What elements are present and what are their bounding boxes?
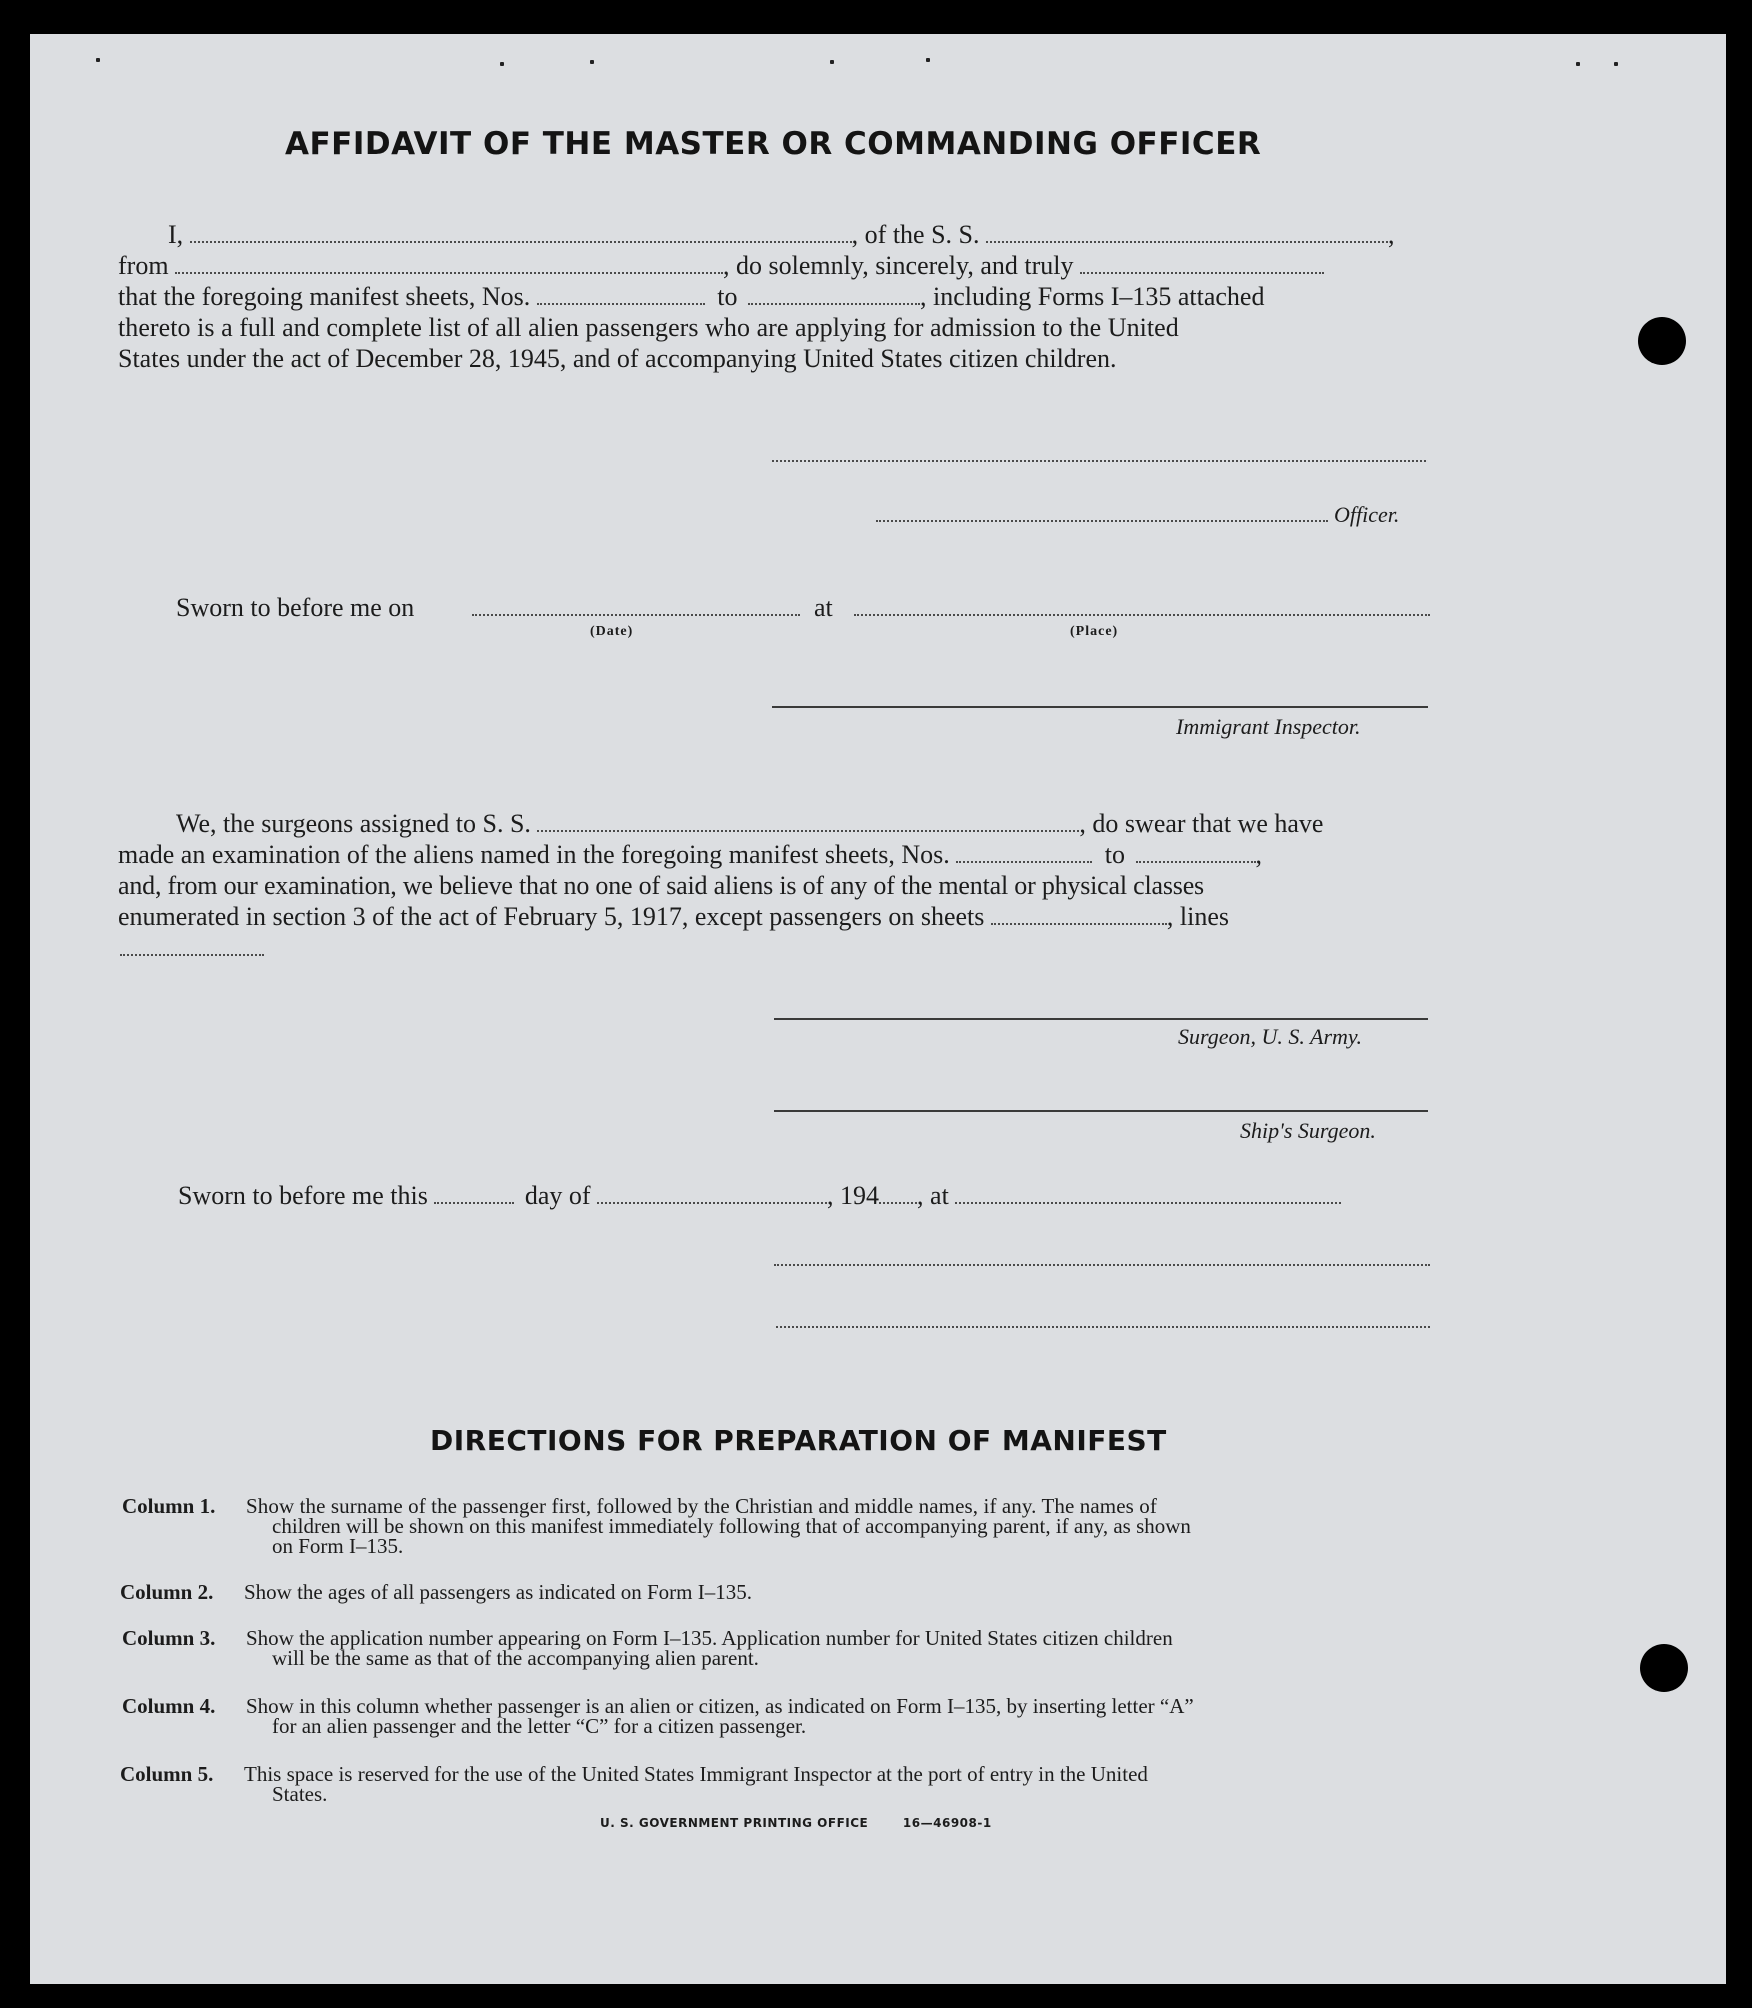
direction-column-5	[120, 1764, 1148, 1804]
direction-text: Show the ages of all passengers as indicated on Form I–135.	[244, 1580, 752, 1604]
scan-speck	[590, 60, 594, 64]
ship-name-field[interactable]	[986, 221, 1388, 243]
sworn-signature-line-2[interactable]	[776, 1326, 1430, 1328]
ship-surgeon-label: Ship's Surgeon.	[1240, 1118, 1376, 1143]
sworn-place-field[interactable]	[854, 614, 1430, 616]
master-line-4: thereto is a full and complete list of all alien passengers who are applying for admission to the United	[118, 313, 1179, 342]
direction-label: Column 1.	[122, 1494, 216, 1518]
exam-sheet-to-field[interactable]	[1136, 841, 1256, 863]
sworn-at: at	[814, 593, 833, 622]
surgeons-ship-field[interactable]	[537, 810, 1079, 832]
scan-speck	[500, 62, 504, 66]
sheet-from-field[interactable]	[537, 283, 705, 305]
scan-speck	[1614, 62, 1618, 66]
direction-column-2	[120, 1582, 752, 1602]
surgeons-text: , do swear that we have	[1079, 809, 1324, 838]
form-sheet	[30, 34, 1726, 1984]
sworn2-text: day of	[524, 1181, 591, 1210]
printing-office-footer	[600, 1816, 992, 1830]
sworn-date-field[interactable]	[472, 614, 800, 616]
punch-hole-bottom	[1640, 1644, 1688, 1692]
master-text: , including Forms I–135 attached	[920, 282, 1265, 311]
direction-text: This space is reserved for the use of the United States Immigrant Inspector at the port of entry in the United	[244, 1762, 1148, 1786]
master-line-5: States under the act of December 28, 1945, and of accompanying United States citizen children.	[118, 344, 1117, 373]
master-text: , of the S. S.	[851, 220, 980, 249]
master-name-field[interactable]	[190, 221, 852, 243]
except-lines-field[interactable]	[120, 954, 264, 956]
immigrant-inspector-label: Immigrant Inspector.	[1176, 714, 1361, 739]
master-text: , do solemnly, sincerely, and truly	[723, 251, 1074, 280]
master-text: to	[717, 282, 738, 311]
scan-speck	[96, 58, 100, 62]
scan-speck	[1576, 62, 1580, 66]
exam-sheet-from-field[interactable]	[956, 841, 1092, 863]
army-surgeon-signature-line[interactable]	[774, 1018, 1428, 1020]
master-line-1	[168, 219, 1395, 250]
surgeons-text: made an examination of the aliens named in the foregoing manifest sheets, Nos.	[118, 840, 950, 869]
oath-field[interactable]	[1080, 252, 1324, 274]
direction-column-3	[122, 1628, 1173, 1668]
departure-port-field[interactable]	[175, 252, 723, 274]
officer-label: Officer.	[1334, 502, 1400, 527]
surgeons-text: , lines	[1166, 902, 1230, 931]
sworn-before-me-on: Sworn to before me on	[176, 593, 415, 622]
sworn-month-field[interactable]	[597, 1182, 827, 1204]
master-text: from	[118, 251, 169, 280]
sworn2-text: , 194	[827, 1181, 880, 1210]
direction-text: States.	[272, 1782, 328, 1806]
direction-label: Column 3.	[122, 1626, 216, 1650]
direction-text: will be the same as that of the accompanying alien parent.	[272, 1646, 759, 1670]
affidavit-title: AFFIDAVIT OF THE MASTER OR COMMANDING OFFICER	[285, 126, 1262, 162]
surgeons-line-3: and, from our examination, we believe that no one of said aliens is of any of the mental or physical classes	[118, 871, 1204, 900]
surgeons-text: enumerated in section 3 of the act of February 5, 1917, except passengers on sheets	[118, 902, 985, 931]
direction-label: Column 5.	[120, 1762, 214, 1786]
printing-office-name: U. S. GOVERNMENT PRINTING OFFICE	[600, 1816, 869, 1830]
master-text: I,	[168, 220, 184, 249]
direction-text: Show the surname of the passenger first, followed by the Christian and middle names, if any. The names of	[246, 1494, 1157, 1518]
sworn-line-2	[178, 1180, 1341, 1211]
officer-signature-line-1[interactable]	[772, 460, 1426, 462]
surgeons-line-4	[118, 901, 1229, 932]
direction-label: Column 4.	[122, 1694, 216, 1718]
direction-text: on Form I–135.	[272, 1534, 404, 1558]
master-text: that the foregoing manifest sheets, Nos.	[118, 282, 531, 311]
sheet-to-field[interactable]	[748, 283, 920, 305]
surgeons-text: We, the surgeons assigned to S. S.	[176, 809, 531, 838]
punch-hole-top	[1638, 317, 1686, 365]
sworn-location-field[interactable]	[955, 1182, 1341, 1204]
army-surgeon-label: Surgeon, U. S. Army.	[1178, 1024, 1362, 1049]
officer-signature-line-2[interactable]	[876, 520, 1328, 522]
direction-text: Show in this column whether passenger is an alien or citizen, as indicated on Form I–135, by inserting letter “A”	[246, 1694, 1194, 1718]
surgeons-line-2	[118, 839, 1262, 870]
direction-text: children will be shown on this manifest immediately following that of accompanying parent, if any, as shown	[272, 1514, 1191, 1538]
except-sheets-field[interactable]	[991, 903, 1167, 925]
master-text: ,	[1388, 220, 1395, 249]
date-caption: (Date)	[590, 624, 634, 639]
place-caption: (Place)	[1070, 624, 1119, 639]
direction-column-1	[122, 1496, 1191, 1556]
scan-speck	[926, 58, 930, 62]
direction-text: Show the application number appearing on Form I–135. Application number for United States citizen children	[246, 1626, 1173, 1650]
surgeons-line-1	[176, 808, 1323, 839]
master-line-3	[118, 281, 1264, 312]
sworn-year-field[interactable]	[879, 1182, 917, 1204]
scan-speck	[830, 60, 834, 64]
inspector-signature-line[interactable]	[772, 706, 1428, 708]
surgeons-text: to	[1104, 840, 1125, 869]
sworn-signature-line-1[interactable]	[774, 1264, 1430, 1266]
surgeons-text: ,	[1255, 840, 1262, 869]
sworn2-text: , at	[917, 1181, 949, 1210]
ship-surgeon-signature-line[interactable]	[774, 1110, 1428, 1112]
master-line-2	[118, 250, 1324, 281]
sworn-day-field[interactable]	[434, 1182, 514, 1204]
directions-title: DIRECTIONS FOR PREPARATION OF MANIFEST	[430, 1424, 1167, 1457]
direction-column-4	[122, 1696, 1194, 1736]
direction-label: Column 2.	[120, 1580, 214, 1604]
sworn2-text: Sworn to before me this	[178, 1181, 428, 1210]
direction-text: for an alien passenger and the letter “C” for a citizen passenger.	[272, 1714, 807, 1738]
form-code: 16—46908-1	[902, 1816, 992, 1830]
